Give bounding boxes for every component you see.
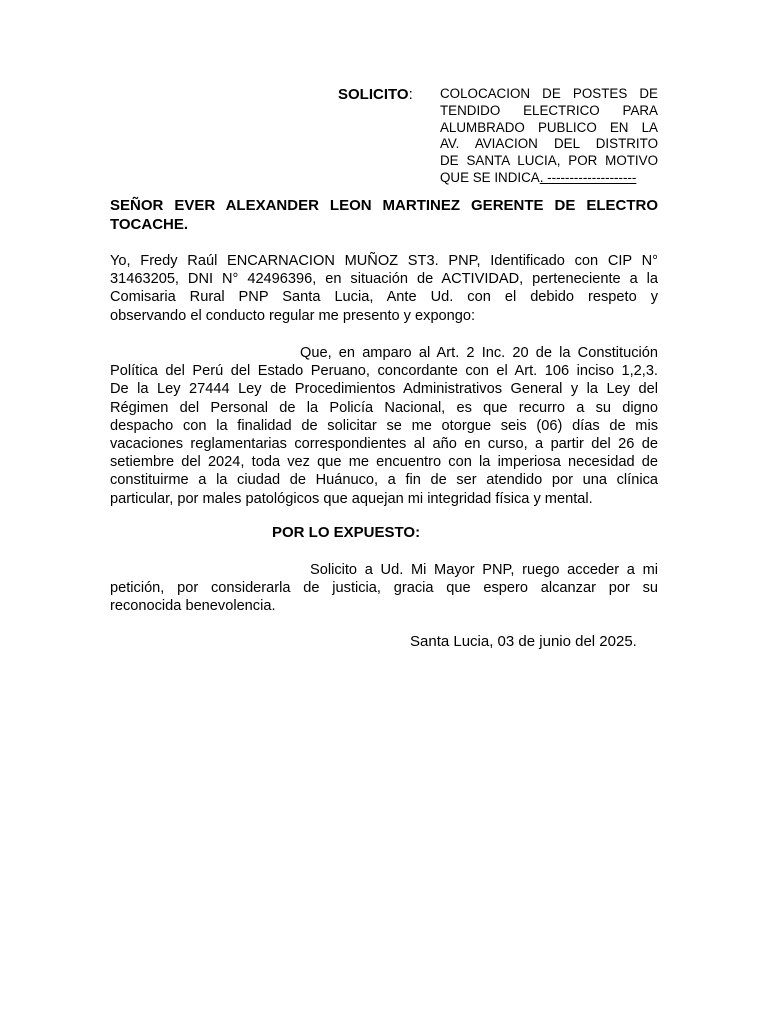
subject-line: ALUMBRADO PUBLICO EN LA (440, 119, 658, 135)
addressee-line: SEÑOR EVER ALEXANDER LEON MARTINEZ GERENTE DE ELECTRO (110, 197, 658, 214)
paragraph-line: vacaciones reglamentarias correspondientes al año en curso, a partir del 26 de (110, 436, 658, 453)
date-line: Santa Lucia, 03 de junio del 2025. (410, 633, 637, 650)
subject-label: SOLICITO: (338, 86, 413, 103)
paragraph-line: Política del Perú del Estado Peruano, concordante con el Art. 106 inciso 1,2,3. (110, 363, 658, 380)
subject-line: COLOCACION DE POSTES DE (440, 86, 658, 101)
paragraph-line: constituirme a la ciudad de Huánuco, a fin de ser atendido por una clínica (110, 472, 658, 489)
paragraph-line: Que, en amparo al Art. 2 Inc. 20 de la Constitución (300, 345, 658, 361)
body-paragraph (110, 344, 658, 508)
paragraph-line: observando el conducto regular me presento y expongo: (110, 307, 476, 324)
paragraph-line: despacho con la finalidad de solicitar se me otorgue seis (06) días de mis (110, 417, 658, 434)
paragraph-line: reconocida benevolencia. (110, 598, 276, 615)
paragraph-line: Solicito a Ud. Mi Mayor PNP, ruego acceder a mi (310, 562, 658, 578)
paragraph-line: setiembre del 2024, toda vez que me encuentro con la imperiosa necesidad de (110, 454, 658, 471)
subject-line: QUE SE INDICA. -------------------- (440, 169, 637, 185)
subject-text (440, 86, 658, 187)
closing-paragraph (110, 561, 658, 616)
addressee (110, 196, 658, 234)
paragraph-line: Régimen del Personal de la Policía Nacional, es que recurro a su digno (110, 399, 658, 416)
paragraph-line: Yo, Fredy Raúl ENCARNACION MUÑOZ ST3. PNP, Identificado con CIP N° (110, 253, 658, 269)
addressee-line: TOCACHE. (110, 216, 189, 233)
section-heading: POR LO EXPUESTO: (272, 524, 421, 541)
paragraph-line: Comisaria Rural PNP Santa Lucia, Ante Ud. con el debido respeto y (110, 289, 658, 306)
paragraph-line: De la Ley 27444 Ley de Procedimientos Administrativos General y la Ley del (110, 381, 658, 398)
subject-line: TENDIDO ELECTRICO PARA (440, 102, 658, 118)
subject-line: AV. AVIACION DEL DISTRITO (440, 136, 658, 152)
paragraph-line: 31463205, DNI N° 42496396, en situación de ACTIVIDAD, perteneciente a la (110, 271, 658, 288)
paragraph-line: particular, por males patológicos que aquejan mi integridad física y mental. (110, 490, 593, 507)
paragraph-line: petición, por considerarla de justicia, gracia que espero alcanzar por su (110, 580, 658, 597)
intro-paragraph (110, 252, 658, 325)
subject-line: DE SANTA LUCIA, POR MOTIVO (440, 153, 658, 169)
